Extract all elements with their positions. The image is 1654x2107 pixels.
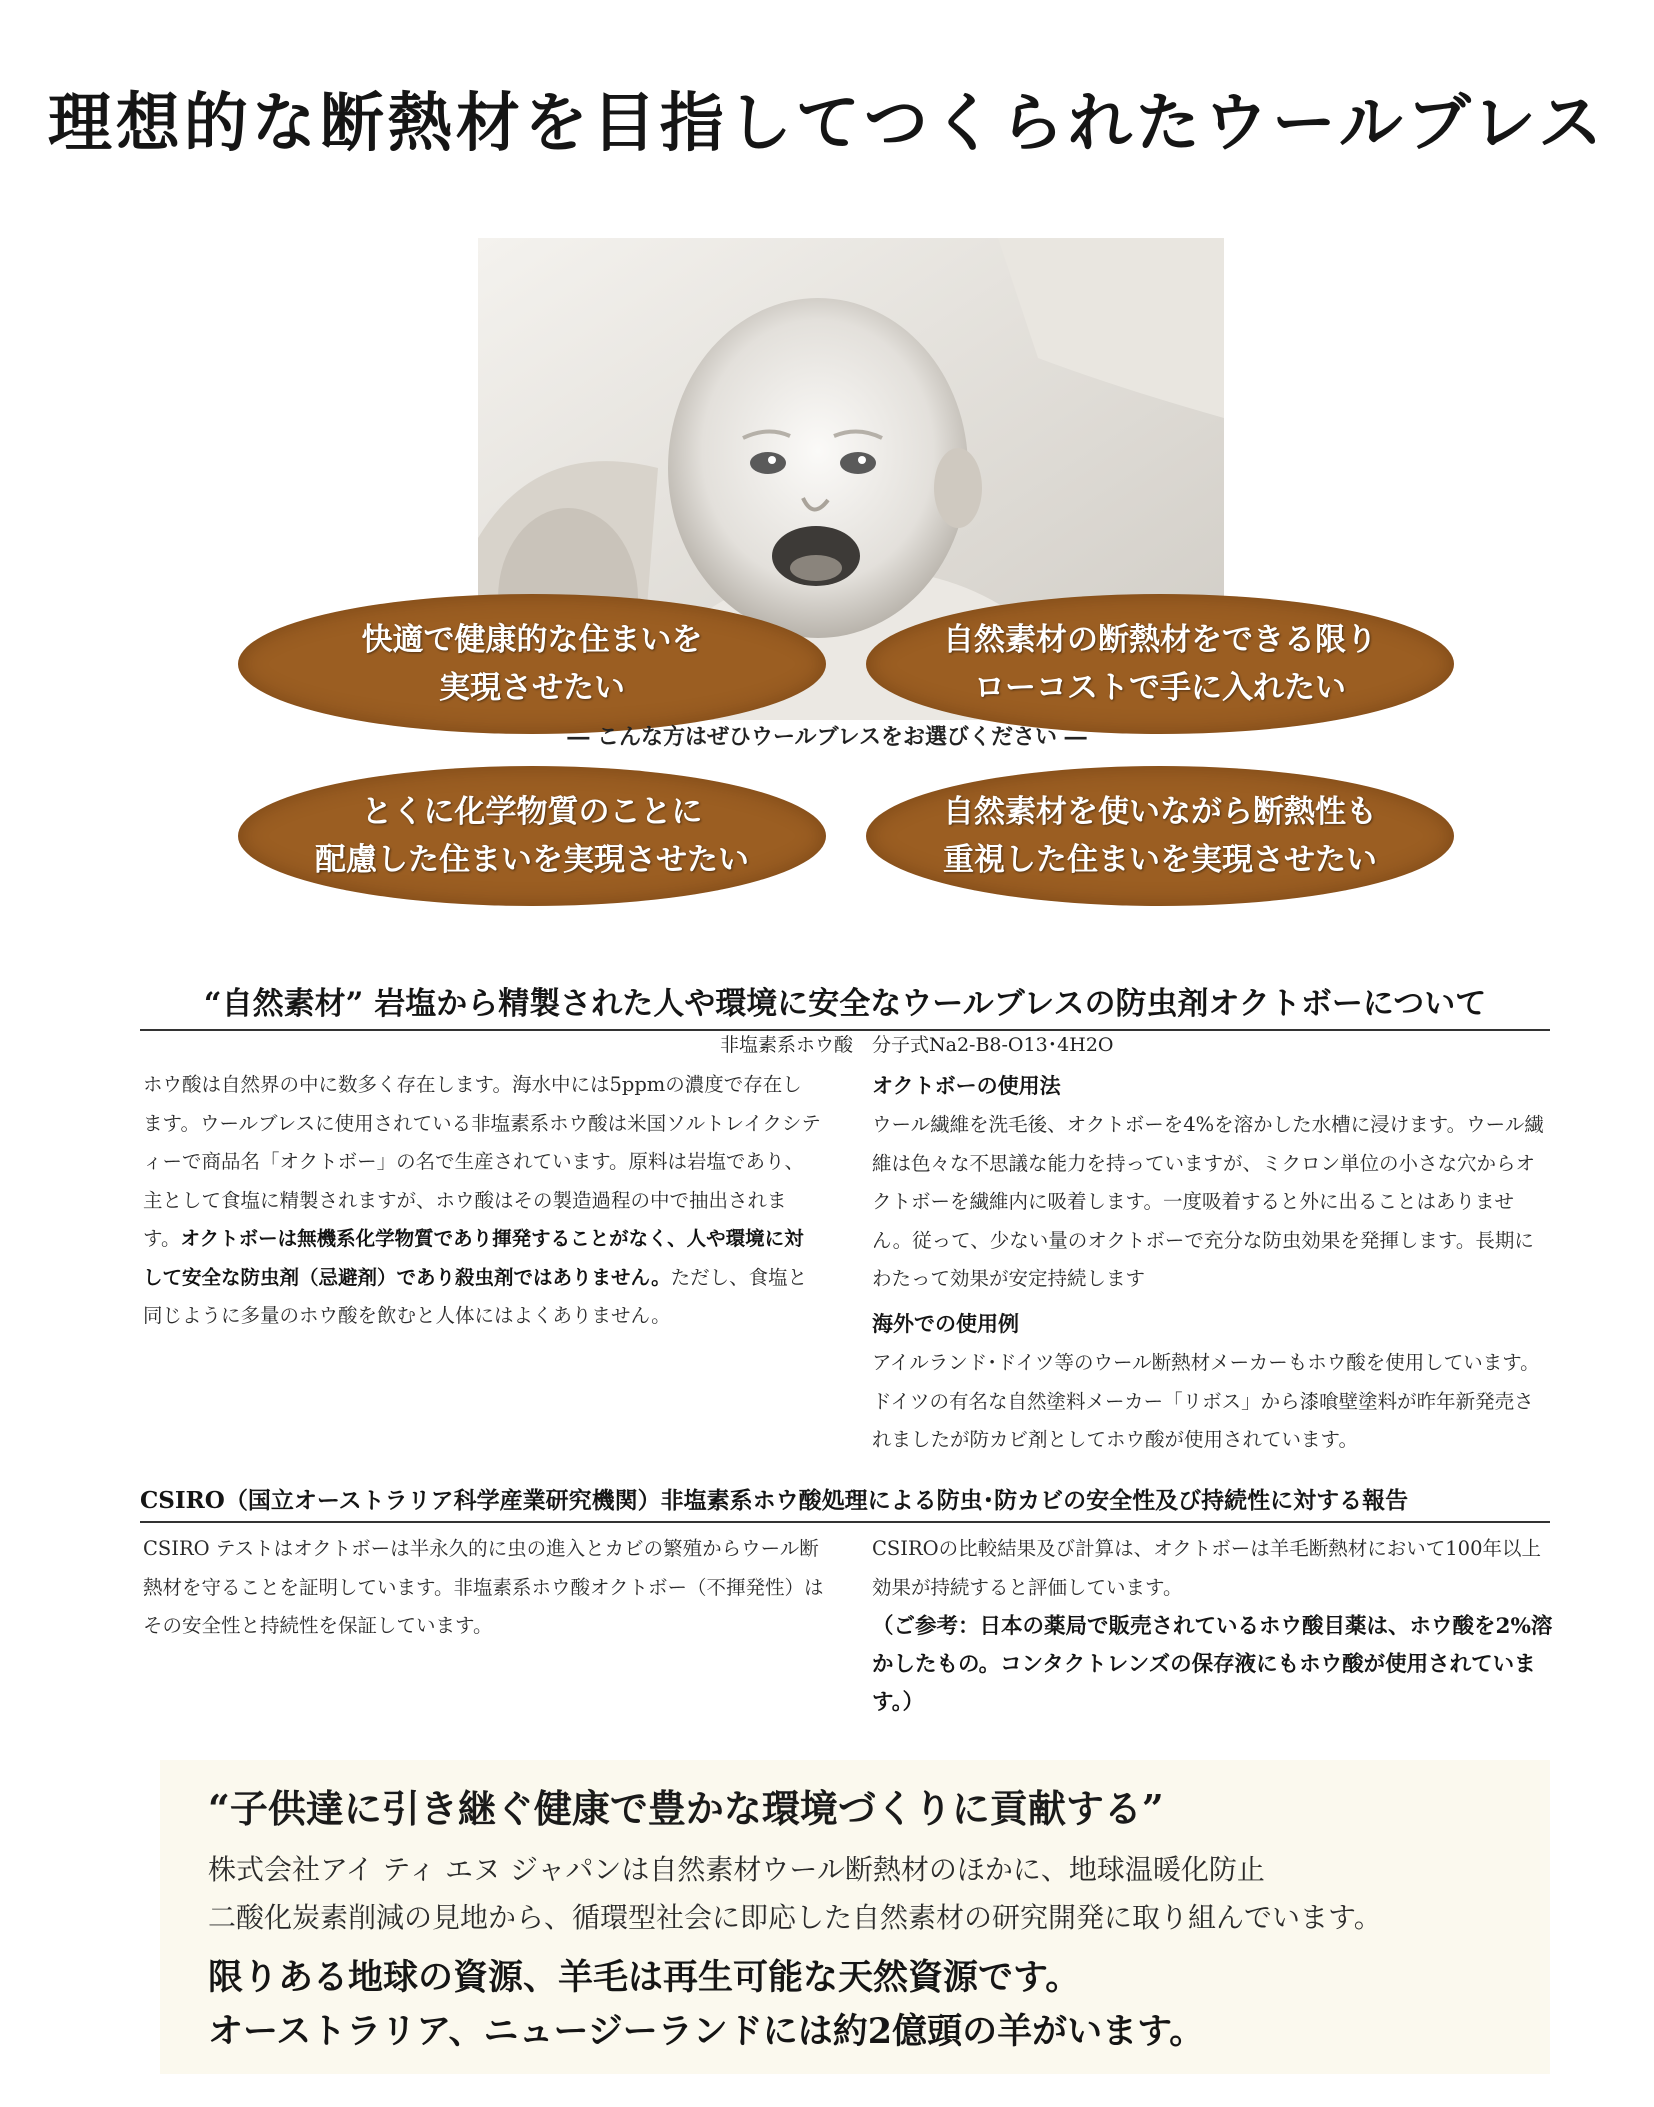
- reference-note: （ご参考：日本の薬局で販売されているホウ酸目薬は、ホウ酸を2%溶かしたもの。コンタクトレンズの保存液にもホウ酸が使用されています。）: [872, 1614, 1553, 1715]
- benefit-oval-4: [866, 766, 1454, 906]
- company-statement-line: 二酸化炭素削減の見地から、循環型社会に即応した自然素材の研究開発に取り組んでいます。: [208, 1901, 1382, 1934]
- csiro-test-body: CSIRO テストはオクトボーは半永久的に虫の進入とカビの繁殖からウール断熱材を守ることを証明しています。非塩素系ホウ酸オクトボー（不揮発性）はその安全性と持続性を保証しています。: [143, 1537, 824, 1637]
- oval-text-line: 重視した住まいを実現させたい: [943, 842, 1377, 878]
- octobor-section-heading: “自然素材” 岩塩から精製された人や環境に安全なウールブレスの防虫剤オクトボーについて: [140, 978, 1550, 1031]
- octobor-description: [143, 1066, 821, 1336]
- page-title: 理想的な断熱材を目指してつくられたウールブレス: [47, 86, 1607, 161]
- overseas-body: アイルランド･ドイツ等のウール断熱材メーカーもホウ酸を使用しています。ドイツの有名な自然塗料メーカー「リボス」から漆喰壁塗料が昨年新発売されましたが防カビ剤としてホウ酸が使用されています。: [872, 1351, 1540, 1451]
- benefit-oval-1: [238, 594, 826, 734]
- resource-statement-line: オーストラリア、ニュージーランドには約2億頭の羊がいます。: [208, 2011, 1205, 2052]
- mission-slogan: “子供達に引き継ぐ健康で豊かな環境づくりに貢献する”: [208, 1786, 1164, 1831]
- oval-text-line: 自然素材の断熱材をできる限り: [943, 622, 1377, 658]
- csiro-section-heading: CSIRO（国立オーストラリア科学産業研究機関）非塩素系ホウ酸処理による防虫･防カビの安全性及び持続性に対する報告: [140, 1482, 1550, 1523]
- octobor-text: ホウ酸は自然界の中に数多く存在します。海水中には5ppmの濃度で存在します。ウールブレスに使用されている非塩素系ホウ酸は米国ソルトレイクシティーで商品名「オクトボー」の名で生産されています。原料は岩塩であり、主として食塩に精製されますが、ホウ酸はその製造過程の中で抽出されます。: [143, 1073, 821, 1250]
- oval-text-line: ローコストで手に入れたい: [974, 670, 1346, 706]
- benefit-oval-3: [238, 766, 826, 906]
- oval-text-line: 配慮した住まいを実現させたい: [315, 842, 749, 878]
- oval-text-line: 自然素材を使いながら断熱性も: [943, 794, 1377, 830]
- company-statement-line: 株式会社アイ ティ エヌ ジャパンは自然素材ウール断熱材のほかに、地球温暖化防止: [208, 1853, 1265, 1886]
- resource-statement-line: 限りある地球の資源、羊毛は再生可能な天然資源です。: [208, 1957, 1081, 1998]
- overseas-heading: 海外での使用例: [872, 1311, 1019, 1336]
- oval-text-line: 快適で健康的な住まいを: [361, 622, 703, 658]
- oval-text-line: とくに化学物質のことに: [361, 794, 703, 830]
- octobor-safety-text: オクトボーは無機系化学物質であり揮発することがなく、人や環境に対して安全な防虫剤（忌避剤）であり殺虫剤ではありません。: [143, 1227, 804, 1289]
- oval-text-line: 実現させたい: [439, 670, 625, 706]
- recommend-caption: ― こんな方はぜひウールブレスをお選びください ―: [567, 724, 1087, 750]
- csiro-result-body: CSIROの比較結果及び計算は、オクトボーは羊毛断熱材において100年以上効果が持続すると評価しています。: [872, 1537, 1541, 1599]
- usage-heading: オクトボーの使用法: [872, 1073, 1061, 1098]
- chemical-formula: 非塩素系ホウ酸 分子式Na2-B8-O13･4H2O: [720, 1034, 1114, 1056]
- usage-body: ウール繊維を洗毛後、オクトボーを4%を溶かした水槽に浸けます。ウール繊維は色々な不思議な能力を持っていますが、ミクロン単位の小さな穴からオクトボーを繊維内に吸着します。一度吸着すると外に出ることはありません。従って、少ない量のオクトボーで充分な防虫効果を発揮します。長期にわたって効果が安定持続します: [872, 1113, 1544, 1290]
- benefit-oval-2: [866, 594, 1454, 734]
- octobor-caution-text: ただし、食塩と同じように多量のホウ酸を飲むと人体にはよくありません。: [143, 1265, 808, 1327]
